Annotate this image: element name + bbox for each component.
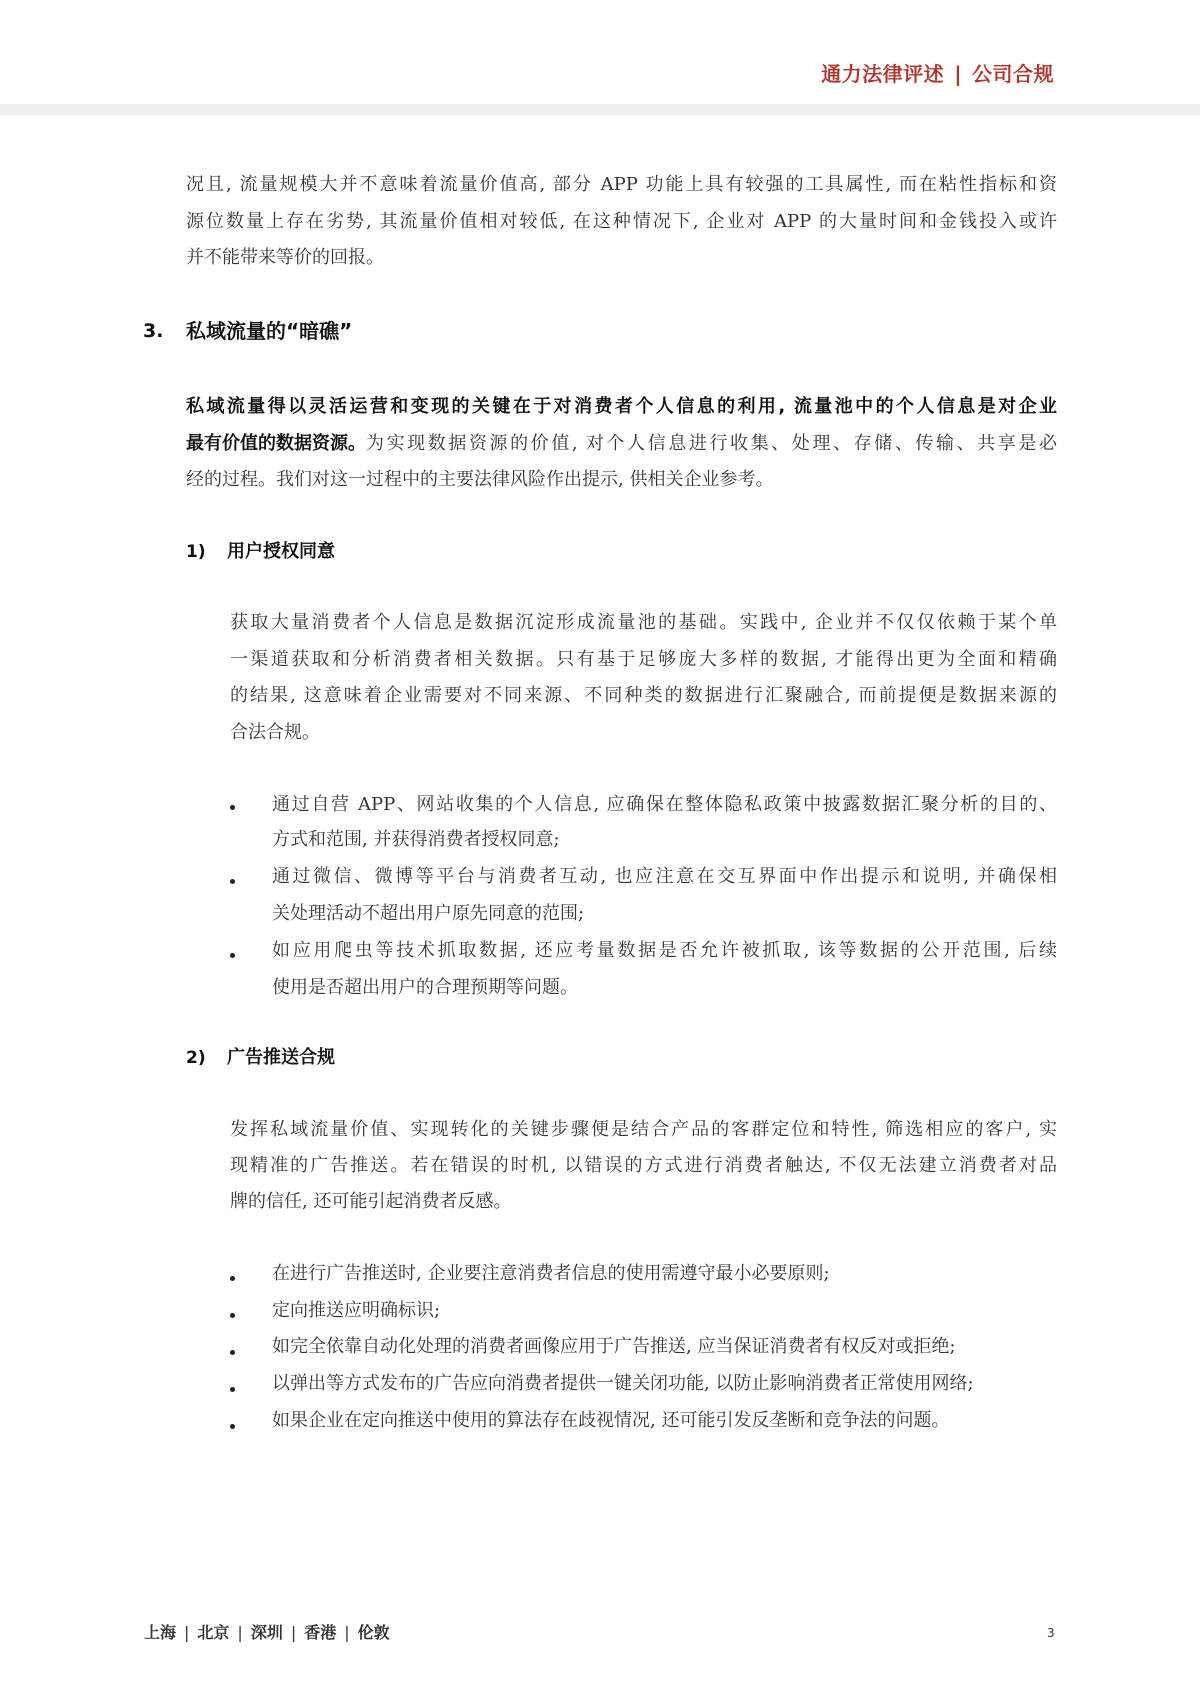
bullet-icon <box>230 1424 235 1429</box>
paragraph-line: 一渠道获取和分析消费者相关数据。只有基于足够庞大多样的数据, 才能得出更为全面和精确 <box>230 649 1057 670</box>
lead-normal-text: 为实现数据资源的价值, 对个人信息进行收集、处理、存储、传输、共享是必 <box>366 433 1057 454</box>
subsection-title: 广告推送合规 <box>227 1047 335 1068</box>
footer-separator: | <box>290 1623 297 1642</box>
bullet-line: 如应用爬虫等技术抓取数据, 还应考量数据是否允许被抓取, 该等数据的公开范围, 后续 <box>272 940 1057 961</box>
bullet-icon <box>230 1276 235 1281</box>
office-city: 上海 <box>144 1623 177 1642</box>
paragraph-line: 牌的信任, 还可能引起消费者反感。 <box>230 1191 512 1212</box>
bullet-line: 如果企业在定向推送中使用的算法存在歧视情况, 还可能引发反垄断和竞争法的问题。 <box>272 1410 950 1431</box>
bullet-line: 通过自营 APP、网站收集的个人信息, 应确保在整体隐私政策中披露数据汇聚分析的目的、 <box>272 794 1057 815</box>
bullet-icon <box>230 879 235 884</box>
bullet-line: 以弹出等方式发布的广告应向消费者提供一键关闭功能, 以防止影响消费者正常使用网络; <box>272 1373 974 1394</box>
bullet-icon <box>230 953 235 958</box>
page-number: 3 <box>1047 1626 1055 1640</box>
office-city: 伦敦 <box>357 1623 390 1642</box>
subsection-number: 1) <box>186 542 206 562</box>
running-header <box>821 58 1054 87</box>
office-city: 深圳 <box>250 1623 283 1642</box>
subsection-number: 2) <box>186 1048 206 1068</box>
paragraph-line: 况且, 流量规模大并不意味着流量价值高, 部分 APP 功能上具有较强的工具属性, 而在粘性指标和资 <box>186 174 1057 195</box>
bullet-line: 关处理活动不超出用户原先同意的范围; <box>272 903 585 924</box>
lead-bold-text: 最有价值的数据资源。 <box>186 433 366 454</box>
paragraph-line: 源位数量上存在劣势, 其流量价值相对较低, 在这种情况下, 企业对 APP 的大量时间和金钱投入或许 <box>186 211 1057 232</box>
bullet-line: 在进行广告推送时, 企业要注意消费者信息的使用需遵守最小必要原则; <box>272 1263 830 1284</box>
paragraph-line: 获取大量消费者个人信息是数据沉淀形成流量池的基础。实践中, 企业并不仅仅依赖于某个单 <box>230 612 1057 633</box>
publication-name: 通力法律评述 <box>821 62 945 86</box>
footer-separator: | <box>184 1623 190 1642</box>
bullet-line: 方式和范围, 并获得消费者授权同意; <box>272 829 560 850</box>
footer-separator: | <box>237 1623 243 1642</box>
subsection-title: 用户授权同意 <box>227 541 335 562</box>
bullet-line: 使用是否超出用户的合理预期等问题。 <box>272 977 578 998</box>
bullet-icon <box>230 1350 235 1355</box>
bullet-line: 通过微信、微博等平台与消费者互动, 也应注意在交互界面中作出提示和说明, 并确保相 <box>272 866 1057 887</box>
paragraph-line: 发挥私域流量价值、实现转化的关键步骤便是结合产品的客群定位和特性, 筛选相应的客户, 实 <box>230 1119 1057 1140</box>
paragraph-line: 并不能带来等价的回报。 <box>186 247 384 268</box>
paragraph-line: 经的过程。我们对这一过程中的主要法律风险作出提示, 供相关企业参考。 <box>186 469 774 490</box>
lead-line-mixed <box>186 432 1057 456</box>
bullet-line: 如完全依靠自动化处理的消费者画像应用于广告推送, 应当保证消费者有权反对或拒绝; <box>272 1336 956 1357</box>
section-name: 公司合规 <box>972 62 1054 86</box>
bullet-icon <box>230 1387 235 1392</box>
office-city: 香港 <box>304 1623 337 1642</box>
office-city: 北京 <box>197 1623 230 1642</box>
paragraph-line: 现精准的广告推送。若在错误的时机, 以错误的方式进行消费者触达, 不仅无法建立消费者对品 <box>230 1155 1057 1176</box>
footer-separator: | <box>344 1623 350 1642</box>
lead-bold-line: 私域流量得以灵活运营和变现的关键在于对消费者个人信息的利用, 流量池中的个人信息是对企业 <box>186 396 1057 417</box>
bullet-icon <box>230 1313 235 1318</box>
bullet-line: 定向推送应明确标识; <box>272 1300 441 1321</box>
paragraph-line: 的结果, 这意味着企业需要对不同来源、不同种类的数据进行汇聚融合, 而前提便是数据来源的 <box>230 685 1057 706</box>
footer-offices <box>144 1620 390 1643</box>
header-separator: | <box>954 62 962 86</box>
header-divider-band <box>0 104 1200 115</box>
section-number: 3. <box>143 320 164 342</box>
bullet-icon <box>230 805 235 810</box>
paragraph-line: 合法合规。 <box>230 722 320 743</box>
section-title: 私域流量的“暗礁” <box>186 319 353 343</box>
